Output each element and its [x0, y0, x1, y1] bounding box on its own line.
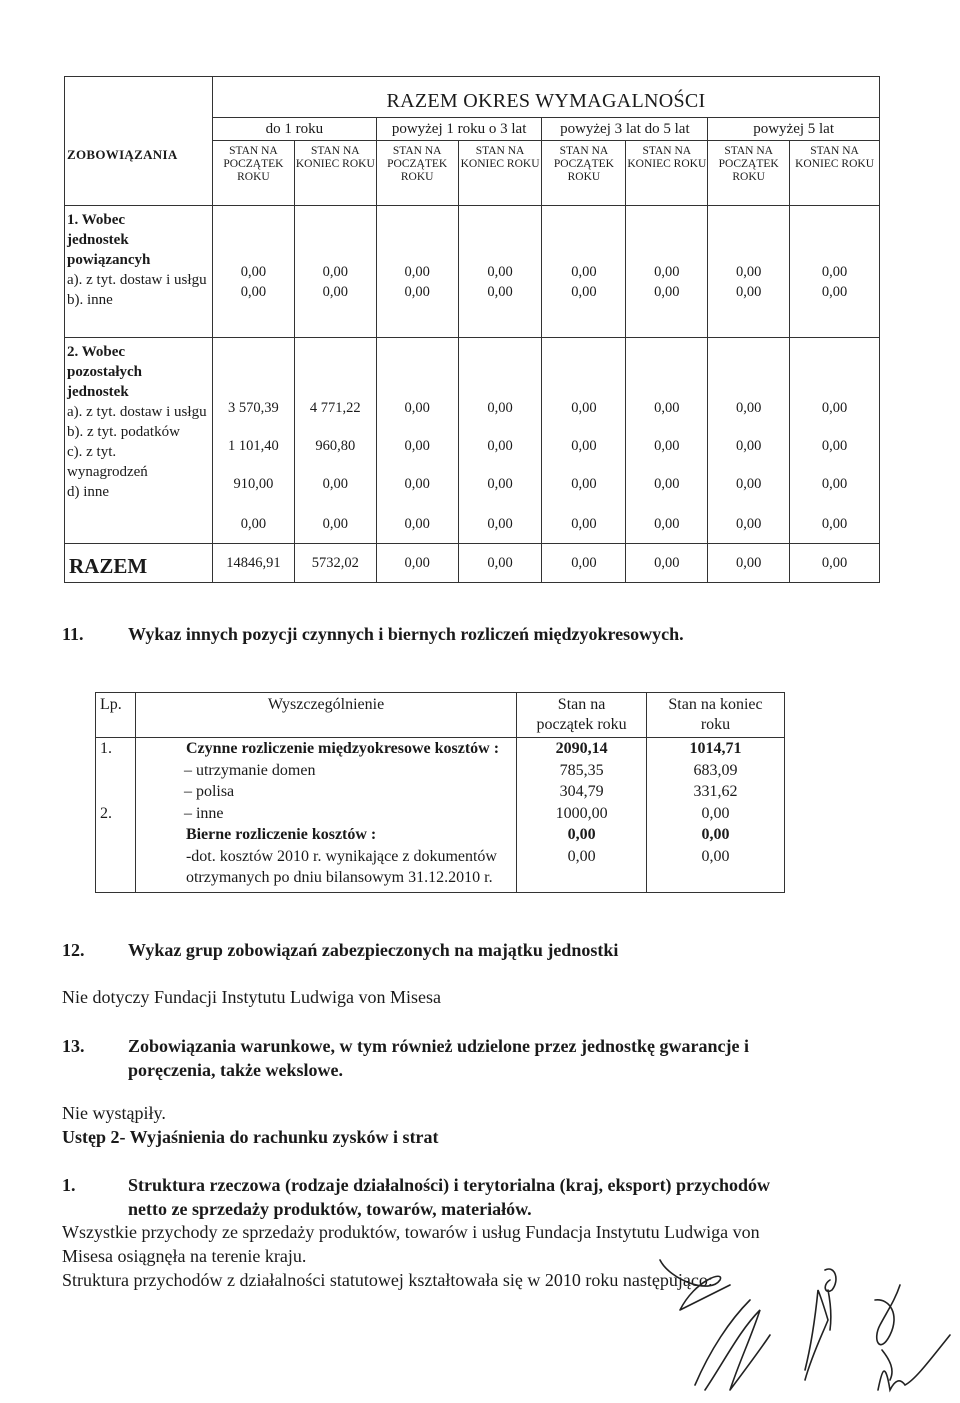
- col-header-start: Stan na początek roku: [517, 693, 647, 738]
- group-header: do 1 roku: [212, 118, 376, 141]
- value-cell: 0,00 0,00 0,00 0,00: [542, 338, 626, 544]
- lp-column: 1. 2.: [96, 738, 136, 893]
- point-1-text-line3: Struktura przychodów z działalności statutowej kształtowała się w 2010 roku następująco:: [62, 1270, 713, 1290]
- point-1-text-line1: Wszystkie przychody ze sprzedaży produktów, towarów i usług Fundacja Instytutu Ludwiga von: [62, 1222, 760, 1242]
- value-cell: 0,00 0,00: [458, 206, 542, 338]
- col-header-start: STAN NA POCZĄTEK ROKU: [376, 141, 458, 206]
- list-item: otrzymanych po dniu bilansowym 31.12.2010 r.: [185, 869, 493, 886]
- col-header-end: STAN NA KONIEC ROKU: [458, 141, 542, 206]
- value-cell: 0,00 0,00 0,00 0,00: [376, 338, 458, 544]
- signature-stroke: [825, 1269, 836, 1330]
- list-item: – inne: [183, 804, 224, 822]
- total-cell: 0,00: [542, 544, 626, 583]
- total-cell: 0,00: [376, 544, 458, 583]
- value-cell: 0,00 0,00: [212, 206, 294, 338]
- total-cell: 0,00: [626, 544, 708, 583]
- section-number: 13.: [62, 1036, 85, 1056]
- table-title: RAZEM OKRES WYMAGALNOŚCI: [212, 77, 879, 118]
- signature-stroke: [695, 1300, 770, 1390]
- end-column: 1014,71 683,09 331,62 0,00 0,00 0,00: [647, 738, 785, 893]
- signature-stroke: [878, 1335, 950, 1390]
- value-cell: 0,00 0,00: [294, 206, 376, 338]
- section-number: 12.: [62, 940, 85, 960]
- value-cell: 0,00 0,00: [708, 206, 790, 338]
- section-13-heading: [62, 1036, 749, 1057]
- ustep-2-heading: Ustęp 2- Wyjaśnienia do rachunku zysków i strat: [62, 1127, 439, 1147]
- col-header-start: STAN NA POCZĄTEK ROKU: [542, 141, 626, 206]
- item-label: b). inne: [67, 292, 113, 308]
- group-header: powyżej 1 roku o 3 lat: [376, 118, 542, 141]
- value-cell: 0,00 0,00 0,00 0,00: [458, 338, 542, 544]
- section-2-title: 2. Wobec pozostałych jednostek: [67, 344, 142, 400]
- signature-stroke: [805, 1290, 828, 1380]
- section-1-title: 1. Wobec jednostek powiązancyh: [67, 212, 151, 268]
- item-label: b). z tyt. podatków: [67, 424, 180, 440]
- section-2-label: [65, 338, 213, 544]
- value-cell: 0,00 0,00 0,00 0,00: [790, 338, 880, 544]
- section-title: Wykaz grup zobowiązań zabezpieczonych na majątku jednostki: [128, 940, 619, 960]
- col-header-start: STAN NA POCZĄTEK ROKU: [212, 141, 294, 206]
- section-title: Wykaz innych pozycji czynnych i biernych rozliczeń międzyokresowych.: [128, 624, 684, 644]
- item-label: a). z tyt. dostaw i usłgu: [67, 272, 207, 288]
- section-11-heading: [62, 624, 684, 645]
- value-cell: 0,00 0,00: [542, 206, 626, 338]
- col-header-end: STAN NA KONIEC ROKU: [294, 141, 376, 206]
- description-column: [135, 738, 516, 893]
- section-title: Struktura rzeczowa (rodzaje działalności) i terytorialna (kraj, eksport) przychodów: [128, 1175, 771, 1195]
- total-cell: 0,00: [790, 544, 880, 583]
- value-cell: 3 570,39 1 101,40 910,00 0,00: [212, 338, 294, 544]
- total-cell: 5732,02: [294, 544, 376, 583]
- col-header-end: Stan na koniec roku: [647, 693, 785, 738]
- handwritten-signatures: [600, 1240, 960, 1403]
- section-12-text: Nie dotyczy Fundacji Instytutu Ludwiga von Misesa: [62, 987, 441, 1007]
- section-12-heading: [62, 940, 618, 961]
- list-item: – utrzymanie domen: [183, 761, 316, 779]
- point-1-heading-line2: netto ze sprzedaży produktów, towarów, materiałów.: [128, 1199, 532, 1219]
- value-cell: 0,00 0,00 0,00 0,00: [626, 338, 708, 544]
- total-cell: 14846,91: [212, 544, 294, 583]
- accruals-table: [95, 692, 785, 893]
- section-13-heading-line2: poręczenia, także wekslowe.: [128, 1060, 343, 1080]
- liabilities-table: [64, 76, 880, 583]
- value-cell: 0,00 0,00: [790, 206, 880, 338]
- total-label: RAZEM: [65, 544, 213, 583]
- col-header-end: STAN NA KONIEC ROKU: [790, 141, 880, 206]
- value-cell: 0,00 0,00: [376, 206, 458, 338]
- total-cell: 0,00: [708, 544, 790, 583]
- col-header-desc: Wyszczególnienie: [135, 693, 516, 738]
- signature-stroke: [660, 1260, 730, 1310]
- col-header-end: STAN NA KONIEC ROKU: [626, 141, 708, 206]
- item-label: a). z tyt. dostaw i usłgu: [67, 404, 207, 420]
- group-header: powyżej 5 lat: [708, 118, 880, 141]
- item-label: d) inne: [67, 484, 110, 500]
- total-cell: 0,00: [458, 544, 542, 583]
- list-item: -dot. kosztów 2010 r. wynikające z dokumentów: [185, 847, 497, 865]
- section-number: 1.: [62, 1175, 76, 1195]
- list-item: Czynne rozliczenie międzyokresowe kosztów :: [185, 740, 500, 757]
- value-cell: 0,00 0,00: [626, 206, 708, 338]
- col-header-start: STAN NA POCZĄTEK ROKU: [708, 141, 790, 206]
- item-label: c). z tyt. wynagrodzeń: [67, 444, 148, 480]
- point-1-heading: [62, 1175, 770, 1196]
- list-item: Bierne rozliczenie kosztów :: [185, 826, 377, 843]
- section-title: Zobowiązania warunkowe, w tym również udzielone przez jednostkę gwarancje i: [128, 1036, 749, 1056]
- group-header: powyżej 3 lat do 5 lat: [542, 118, 708, 141]
- section-1-label: [65, 206, 213, 338]
- row-header-label: ZOBOWIĄZANIA: [65, 141, 213, 206]
- section-number: 11.: [62, 624, 84, 644]
- value-cell: 4 771,22 960,80 0,00 0,00: [294, 338, 376, 544]
- value-cell: 0,00 0,00 0,00 0,00: [708, 338, 790, 544]
- section-13-text: Nie wystąpiły.: [62, 1103, 166, 1123]
- start-column: 2090,14 785,35 304,79 1000,00 0,00 0,00: [517, 738, 647, 893]
- col-header-lp: Lp.: [96, 693, 136, 738]
- signature-stroke: [875, 1285, 900, 1380]
- point-1-text-line2: Misesa osiągnęła na terenie kraju.: [62, 1246, 307, 1266]
- list-item: – polisa: [183, 783, 235, 800]
